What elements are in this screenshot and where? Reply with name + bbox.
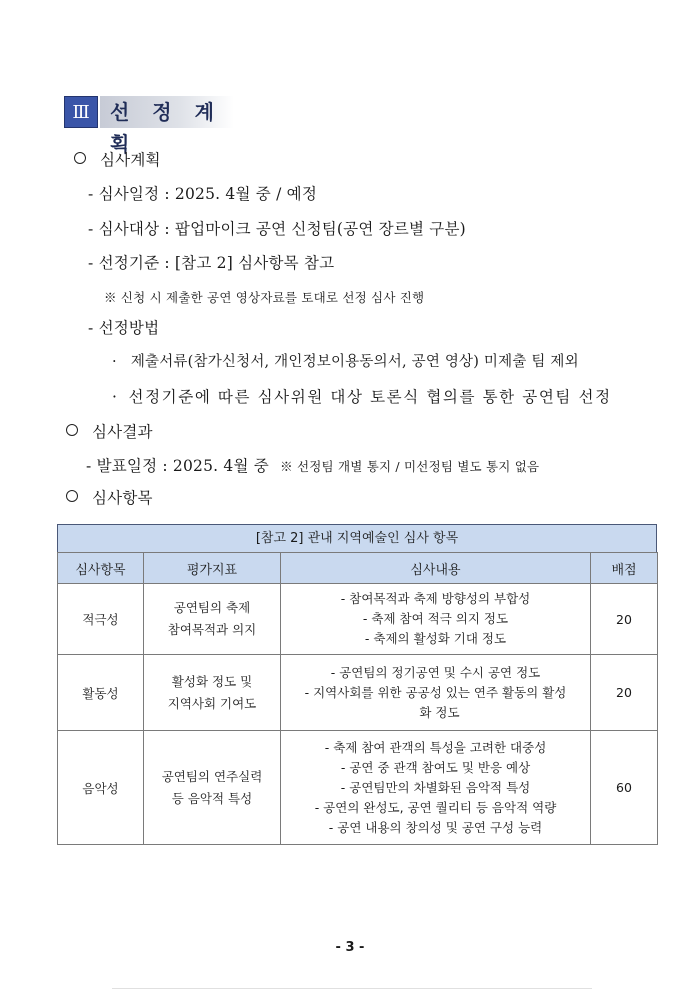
announce-line [86, 454, 539, 476]
result-heading-line [66, 420, 153, 442]
section-header [64, 96, 234, 156]
indicator-line: 지역사회 기여도 [167, 695, 257, 711]
table-row [58, 584, 658, 655]
circle-bullet-icon [66, 424, 78, 436]
content-line: - 지역사회를 위한 공공성 있는 연주 활동의 활성 [304, 684, 567, 700]
row-content [281, 655, 591, 731]
header-indicator: 평가지표 [144, 553, 281, 584]
table-row [58, 731, 658, 845]
row-item: 음악성 [58, 731, 144, 845]
method-bullet-2 [112, 385, 612, 407]
table-row [58, 655, 658, 731]
content-line: - 참여목적과 축제 방향성의 부합성 [340, 591, 531, 606]
page-number: - 3 - [335, 940, 365, 955]
schedule-line: - 심사일정 : 2025. 4월 중 / 예정 [88, 185, 317, 203]
indicator-line: 공연팀의 연주실력 [161, 768, 263, 784]
items-heading-line [66, 486, 153, 508]
bottom-divider [112, 988, 592, 989]
content-line: - 공연의 완성도, 공연 퀄리티 등 음악적 역량 [314, 799, 557, 815]
row-indicator [144, 584, 281, 655]
dot-bullet-icon: · [112, 354, 117, 370]
announce-main: - 발표일정 : 2025. 4월 중 [86, 457, 269, 475]
result-heading: 심사결과 [92, 423, 153, 441]
section-number: Ⅲ [64, 96, 98, 128]
row-score: 20 [591, 655, 658, 731]
row-indicator [144, 731, 281, 845]
target-line: - 심사대상 : 팝업마이크 공연 신청팀(공연 장르별 구분) [88, 220, 466, 238]
row-content [281, 584, 591, 655]
content-line: - 공연팀만의 차별화된 음악적 특성 [340, 779, 531, 795]
circle-bullet-icon [66, 490, 78, 502]
row-score: 60 [591, 731, 658, 845]
header-content: 심사내용 [281, 553, 591, 584]
indicator-line: 활성화 정도 및 [171, 673, 253, 689]
method-bullet-2-text: 선정기준에 따른 심사위원 대상 토론식 협의를 통한 공연팀 선정 [128, 388, 612, 406]
method-line: - 선정방법 [88, 319, 160, 337]
row-score: 20 [591, 584, 658, 655]
header-score: 배점 [591, 553, 658, 584]
method-bullet-1-text: 제출서류(참가신청서, 개인정보이용동의서, 공연 영상) 미제출 팀 제외 [130, 354, 579, 370]
row-indicator [144, 655, 281, 731]
note-line: ※ 신청 시 제출한 공연 영상자료를 토대로 선정 심사 진행 [104, 290, 425, 305]
indicator-line: 참여목적과 의지 [167, 622, 257, 637]
items-heading: 심사항목 [92, 489, 153, 507]
announce-note: ※ 선정팀 개별 통지 / 미선정팀 별도 통지 없음 [280, 459, 540, 474]
plan-heading: 심사계획 [100, 151, 161, 169]
indicator-line: 공연팀의 축제 [173, 600, 251, 615]
table-title: [참고 2] 관내 지역예술인 심사 항목 [57, 524, 657, 552]
content-line: 화 정도 [411, 704, 460, 720]
content-line: - 축제의 활성화 기대 정도 [364, 631, 507, 646]
content-line: - 공연 중 관객 참여도 및 반응 예상 [340, 759, 531, 775]
method-bullet-1 [112, 350, 579, 371]
evaluation-table [57, 552, 658, 845]
header-item: 심사항목 [58, 553, 144, 584]
circle-bullet-icon [74, 152, 86, 164]
criteria-line: - 선정기준 : [참고 2] 심사항목 참고 [88, 254, 335, 272]
content-line: - 축제 참여 적극 의지 정도 [362, 611, 509, 626]
row-item: 적극성 [58, 584, 144, 655]
content-line: - 공연팀의 정기공연 및 수시 공연 정도 [330, 664, 541, 680]
indicator-line: 등 음악적 특성 [171, 790, 253, 806]
table-header-row [58, 553, 658, 584]
plan-heading-line [74, 148, 161, 170]
section-title: 선 정 계 획 [110, 100, 222, 156]
row-content [281, 731, 591, 845]
content-line: - 공연 내용의 창의성 및 공연 구성 능력 [328, 819, 543, 835]
content-line: - 축제 참여 관객의 특성을 고려한 대중성 [324, 739, 547, 755]
dot-bullet-icon: · [112, 388, 119, 406]
row-item: 활동성 [58, 655, 144, 731]
